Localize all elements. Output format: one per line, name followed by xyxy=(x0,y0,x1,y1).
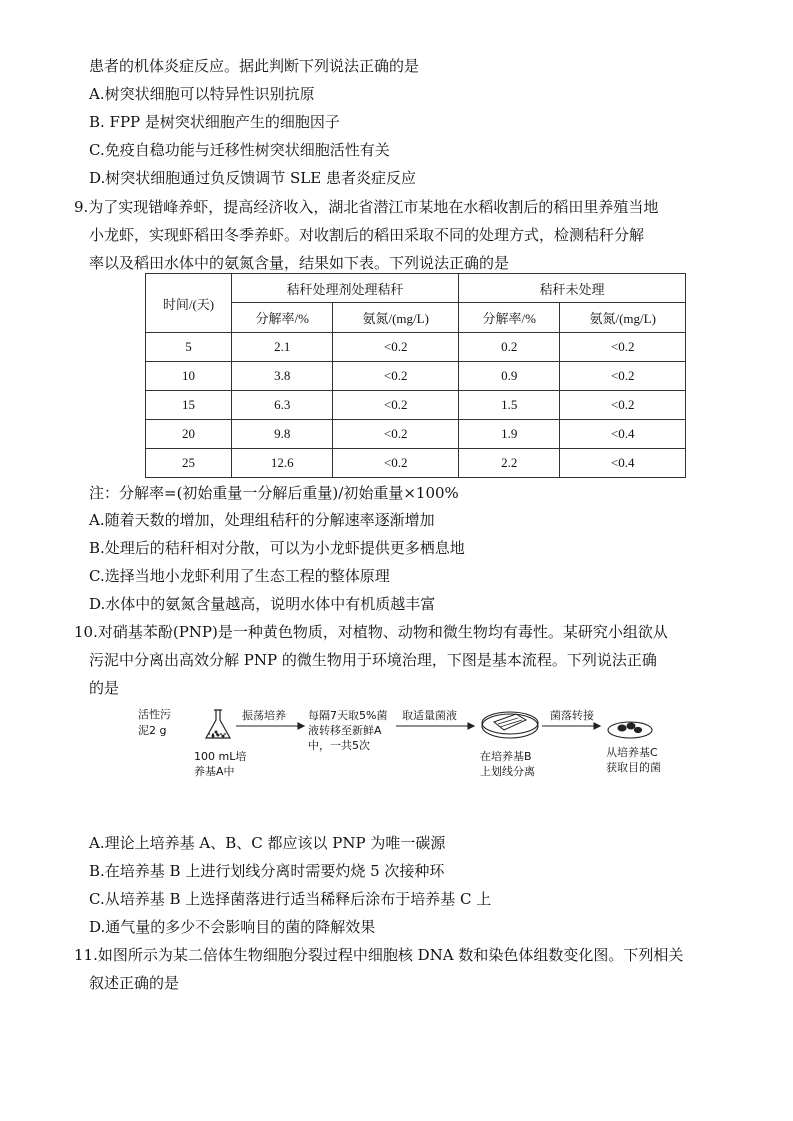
petri-dish-icon xyxy=(608,722,652,738)
table-cell: 6.3 xyxy=(232,391,333,420)
table-header-time: 时间/(天) xyxy=(146,274,232,333)
q8-option-d: D.树突状细胞通过负反馈调节 SLE 患者炎症反应 xyxy=(89,169,416,187)
flow-plate-c-label-2: 获取目的菌 xyxy=(606,761,661,774)
q11-stem-line1: 11.如图所示为某二倍体生物细胞分裂过程中细胞核 DNA 数和染色体组数变化图。下列相关 xyxy=(74,946,684,964)
q10-stem-line1: 10.对硝基苯酚(PNP)是一种黄色物质，对植物、动物和微生物均有毒性。某研究小组欲从 xyxy=(74,623,668,641)
table-row xyxy=(146,333,686,362)
table-cell: 1.5 xyxy=(458,391,559,420)
q10-option-d: D.通气量的多少不会影响目的菌的降解效果 xyxy=(89,918,376,936)
flow-step-transfer-1: 每隔7天取5%菌 xyxy=(308,709,388,722)
table-header-group-untreated: 秸秆未处理 xyxy=(458,274,685,303)
table-cell: 0.9 xyxy=(458,362,559,391)
table-cell: 2.1 xyxy=(232,333,333,362)
table-header-group-treated: 秸秆处理剂处理秸秆 xyxy=(232,274,459,303)
table-cell: <0.4 xyxy=(560,420,686,449)
arrow-right-icon xyxy=(542,723,600,729)
q9-stem-line3: 率以及稻田水体中的氨氮含量，结果如下表。下列说法正确的是 xyxy=(89,254,510,272)
table-row xyxy=(146,449,686,478)
table-cell: <0.2 xyxy=(560,362,686,391)
q11-stem-line2: 叙述正确的是 xyxy=(89,974,180,992)
table-cell: <0.4 xyxy=(560,449,686,478)
flow-step-transfer-2: 液转移至新鲜A xyxy=(308,724,382,737)
flow-step-transfer-colony: 菌落转接 xyxy=(550,709,594,722)
table-cell: 15 xyxy=(146,391,232,420)
table-subheader: 分解率/% xyxy=(232,303,333,333)
table-cell: 9.8 xyxy=(232,420,333,449)
table-cell: <0.2 xyxy=(333,362,459,391)
q8-option-c: C.免疫自稳功能与迁移性树突状细胞活性有关 xyxy=(89,141,390,159)
flow-flask-label-1: 100 mL培 xyxy=(194,750,247,763)
flow-plate-b-label-1: 在培养基B xyxy=(480,750,532,763)
arrow-right-icon xyxy=(396,723,474,729)
q10-option-a: A.理论上培养基 A、B、C 都应该以 PNP 为唯一碳源 xyxy=(89,834,446,852)
q10-stem-line2: 污泥中分离出高效分解 PNP 的微生物用于环境治理，下图是基本流程。下列说法正确 xyxy=(89,651,657,669)
q9-option-a: A.随着天数的增加，处理组秸秆的分解速率逐渐增加 xyxy=(89,511,435,529)
flask-icon xyxy=(206,710,230,738)
flow-step-shake: 振荡培养 xyxy=(242,709,286,722)
table-cell: <0.2 xyxy=(333,333,459,362)
petri-dish-icon xyxy=(482,712,538,738)
table-cell: <0.2 xyxy=(560,333,686,362)
table-cell: 20 xyxy=(146,420,232,449)
table-cell: 25 xyxy=(146,449,232,478)
q10-option-c: C.从培养基 B 上选择菌落进行适当稀释后涂布于培养基 C 上 xyxy=(89,890,492,908)
arrow-right-icon xyxy=(236,723,304,729)
table-row xyxy=(146,420,686,449)
table-cell: 1.9 xyxy=(458,420,559,449)
q9-option-c: C.选择当地小龙虾利用了生态工程的整体原理 xyxy=(89,567,390,585)
flow-sludge-label-2: 泥2 g xyxy=(138,724,167,737)
flow-plate-c-label-1: 从培养基C xyxy=(606,746,658,759)
flow-sludge-label-1: 活性污 xyxy=(138,708,171,721)
q9-data-table xyxy=(145,273,686,478)
table-cell: <0.2 xyxy=(333,391,459,420)
flow-plate-b-label-2: 上划线分离 xyxy=(480,765,535,778)
q10-stem-line3: 的是 xyxy=(89,679,120,697)
table-cell: 2.2 xyxy=(458,449,559,478)
table-cell: <0.2 xyxy=(333,449,459,478)
q9-note: 注：分解率=(初始重量一分解后重量)/初始重量×100% xyxy=(89,484,459,502)
q9-option-d: D.水体中的氨氮含量越高，说明水体中有机质越丰富 xyxy=(89,595,436,613)
table-cell: 3.8 xyxy=(232,362,333,391)
q9-stem-line2: 小龙虾，实现虾稻田冬季养虾。对收割后的稻田采取不同的处理方式，检测秸秆分解 xyxy=(89,226,645,244)
flow-step-take: 取适量菌液 xyxy=(402,709,457,722)
table-cell: 5 xyxy=(146,333,232,362)
table-subheader: 氨氮/(mg/L) xyxy=(560,303,686,333)
table-row xyxy=(146,391,686,420)
q8-option-b: B. FPP 是树突状细胞产生的细胞因子 xyxy=(89,113,340,131)
q9-option-b: B.处理后的秸秆相对分散，可以为小龙虾提供更多栖息地 xyxy=(89,539,465,557)
q8-stem-tail: 患者的机体炎症反应。据此判断下列说法正确的是 xyxy=(89,57,420,75)
table-cell: <0.2 xyxy=(560,391,686,420)
table-subheader: 氨氮/(mg/L) xyxy=(333,303,459,333)
flow-flask-label-2: 养基A中 xyxy=(194,765,235,778)
table-subheader: 分解率/% xyxy=(458,303,559,333)
table-cell: 12.6 xyxy=(232,449,333,478)
q8-option-a: A.树突状细胞可以特异性识别抗原 xyxy=(89,85,315,103)
q9-stem-line1: 9.为了实现错峰养虾，提高经济收入，湖北省潜江市某地在水稻收割后的稻田里养殖当地 xyxy=(74,198,659,216)
q10-option-b: B.在培养基 B 上进行划线分离时需要灼烧 5 次接种环 xyxy=(89,862,445,880)
table-row xyxy=(146,362,686,391)
table-cell: 10 xyxy=(146,362,232,391)
table-cell: <0.2 xyxy=(333,420,459,449)
q10-flow-diagram xyxy=(138,706,698,786)
flow-step-transfer-3: 中，一共5次 xyxy=(308,739,370,752)
table-cell: 0.2 xyxy=(458,333,559,362)
